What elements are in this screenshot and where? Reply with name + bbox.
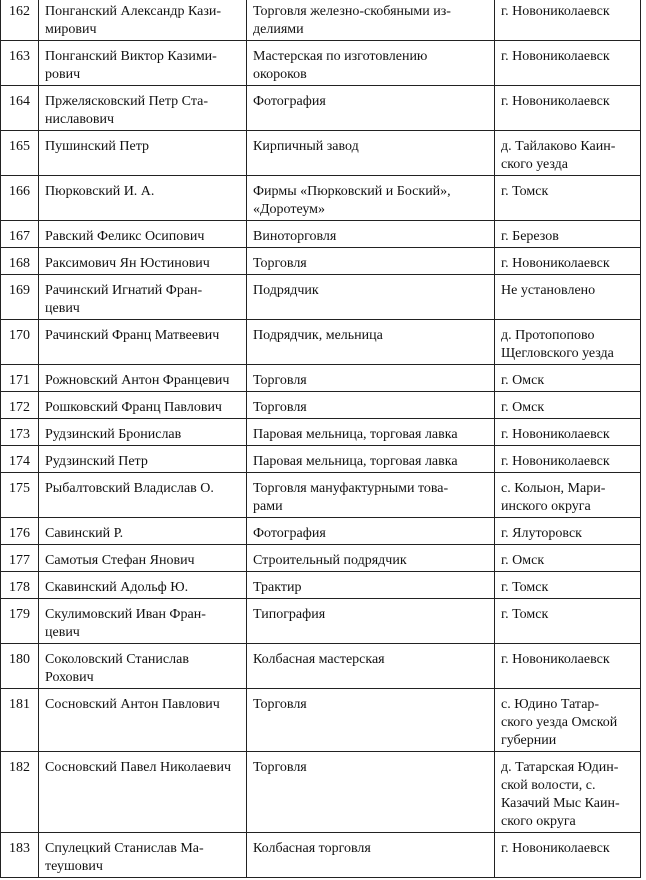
table-row (1, 0, 641, 41)
table-row (1, 320, 641, 365)
row-number: 162 (1, 0, 39, 41)
person-name: Рыбалтовский Владислав О. (39, 473, 247, 518)
business-type: Фотография (247, 518, 495, 545)
location: г. Новониколаевск (495, 41, 641, 86)
person-name: Пржеляcковский Петр Ста- ниславович (39, 86, 247, 131)
person-name: Соколовский Станислав Рохович (39, 644, 247, 689)
row-number: 166 (1, 176, 39, 221)
location: г. Томск (495, 572, 641, 599)
table-row (1, 221, 641, 248)
business-type: Колбасная торговля (247, 833, 495, 878)
business-type: Торговля железно-скобяными из- делиями (247, 0, 495, 41)
location: г. Новониколаевск (495, 86, 641, 131)
location: г. Омск (495, 545, 641, 572)
row-number: 172 (1, 392, 39, 419)
row-number: 169 (1, 275, 39, 320)
location: Не установлено (495, 275, 641, 320)
business-type: Трактир (247, 572, 495, 599)
row-number: 171 (1, 365, 39, 392)
location: г. Новониколаевск (495, 446, 641, 473)
location: д. Татарская Юдин- ской волости, с. Казачий Мыс Каин- ского округа (495, 752, 641, 833)
person-name: Спулецкий Станислав Ма- теушович (39, 833, 247, 878)
business-type: Торговля (247, 752, 495, 833)
business-type: Подрядчик (247, 275, 495, 320)
location: с. Колыон, Мари- инского округа (495, 473, 641, 518)
row-number: 174 (1, 446, 39, 473)
location: г. Томск (495, 599, 641, 644)
location: д. Протопопово Щегловского уезда (495, 320, 641, 365)
table-row (1, 176, 641, 221)
row-number: 165 (1, 131, 39, 176)
person-name: Рудзинский Петр (39, 446, 247, 473)
business-type: Паровая мельница, торговая лавка (247, 419, 495, 446)
person-name: Равский Феликс Осипович (39, 221, 247, 248)
location: г. Новониколаевск (495, 0, 641, 41)
table-row (1, 275, 641, 320)
business-type: Фотография (247, 86, 495, 131)
business-type: Торговля мануфактурными това- рами (247, 473, 495, 518)
table-row (1, 833, 641, 878)
business-type: Строительный подрядчик (247, 545, 495, 572)
person-name: Самотыя Стефан Янович (39, 545, 247, 572)
person-name: Скавинский Адольф Ю. (39, 572, 247, 599)
person-name: Рудзинский Бронислав (39, 419, 247, 446)
row-number: 175 (1, 473, 39, 518)
table-row (1, 392, 641, 419)
table-row (1, 248, 641, 275)
location: г. Томск (495, 176, 641, 221)
business-type: Торговля (247, 392, 495, 419)
row-number: 177 (1, 545, 39, 572)
location: г. Новониколаевск (495, 419, 641, 446)
table-row (1, 752, 641, 833)
table-row (1, 473, 641, 518)
row-number: 179 (1, 599, 39, 644)
business-type: Паровая мельница, торговая лавка (247, 446, 495, 473)
row-number: 173 (1, 419, 39, 446)
row-number: 176 (1, 518, 39, 545)
table-row (1, 86, 641, 131)
table-body (1, 0, 641, 878)
person-name: Пюрковский И. А. (39, 176, 247, 221)
person-name: Сосновский Антон Павлович (39, 689, 247, 752)
location: г. Новониколаевск (495, 833, 641, 878)
row-number: 181 (1, 689, 39, 752)
row-number: 182 (1, 752, 39, 833)
person-name: Сосновский Павел Николаевич (39, 752, 247, 833)
person-name: Раксимович Ян Юстинович (39, 248, 247, 275)
person-name: Рачинский Игнатий Фран- цевич (39, 275, 247, 320)
business-type: Торговля (247, 689, 495, 752)
person-name: Пушинский Петр (39, 131, 247, 176)
row-number: 183 (1, 833, 39, 878)
row-number: 170 (1, 320, 39, 365)
business-type: Торговля (247, 248, 495, 275)
person-name: Савинский Р. (39, 518, 247, 545)
person-name: Понганский Виктор Казими- рович (39, 41, 247, 86)
location: г. Новониколаевск (495, 248, 641, 275)
business-type: Фирмы «Пюрковский и Боский», «Доротеум» (247, 176, 495, 221)
person-name: Скулимовский Иван Фран- цевич (39, 599, 247, 644)
location: г. Омск (495, 392, 641, 419)
row-number: 163 (1, 41, 39, 86)
location: г. Березов (495, 221, 641, 248)
business-type: Типография (247, 599, 495, 644)
table-row (1, 446, 641, 473)
row-number: 164 (1, 86, 39, 131)
table-row (1, 365, 641, 392)
table-row (1, 419, 641, 446)
location: г. Омск (495, 365, 641, 392)
location: г. Ялуторовск (495, 518, 641, 545)
business-type: Торговля (247, 365, 495, 392)
location: с. Юдино Татар- ского уезда Омской губернии (495, 689, 641, 752)
person-name: Рожновский Антон Францевич (39, 365, 247, 392)
table-row (1, 545, 641, 572)
business-type: Кирпичный завод (247, 131, 495, 176)
business-type: Подрядчик, мельница (247, 320, 495, 365)
business-type: Колбасная мастерская (247, 644, 495, 689)
row-number: 178 (1, 572, 39, 599)
business-type: Мастерская по изготовлению окороков (247, 41, 495, 86)
row-number: 167 (1, 221, 39, 248)
table-row (1, 572, 641, 599)
person-name: Понганский Александр Кази- мирович (39, 0, 247, 41)
table-row (1, 41, 641, 86)
business-type: Виноторговля (247, 221, 495, 248)
person-name: Рошковский Франц Павлович (39, 392, 247, 419)
table-row (1, 131, 641, 176)
row-number: 168 (1, 248, 39, 275)
table-row (1, 644, 641, 689)
table-row (1, 689, 641, 752)
row-number: 180 (1, 644, 39, 689)
person-name: Рачинский Франц Матвеевич (39, 320, 247, 365)
location: г. Новониколаевск (495, 644, 641, 689)
table-row (1, 518, 641, 545)
location: д. Тайлаково Каин- ского уезда (495, 131, 641, 176)
table-row (1, 599, 641, 644)
